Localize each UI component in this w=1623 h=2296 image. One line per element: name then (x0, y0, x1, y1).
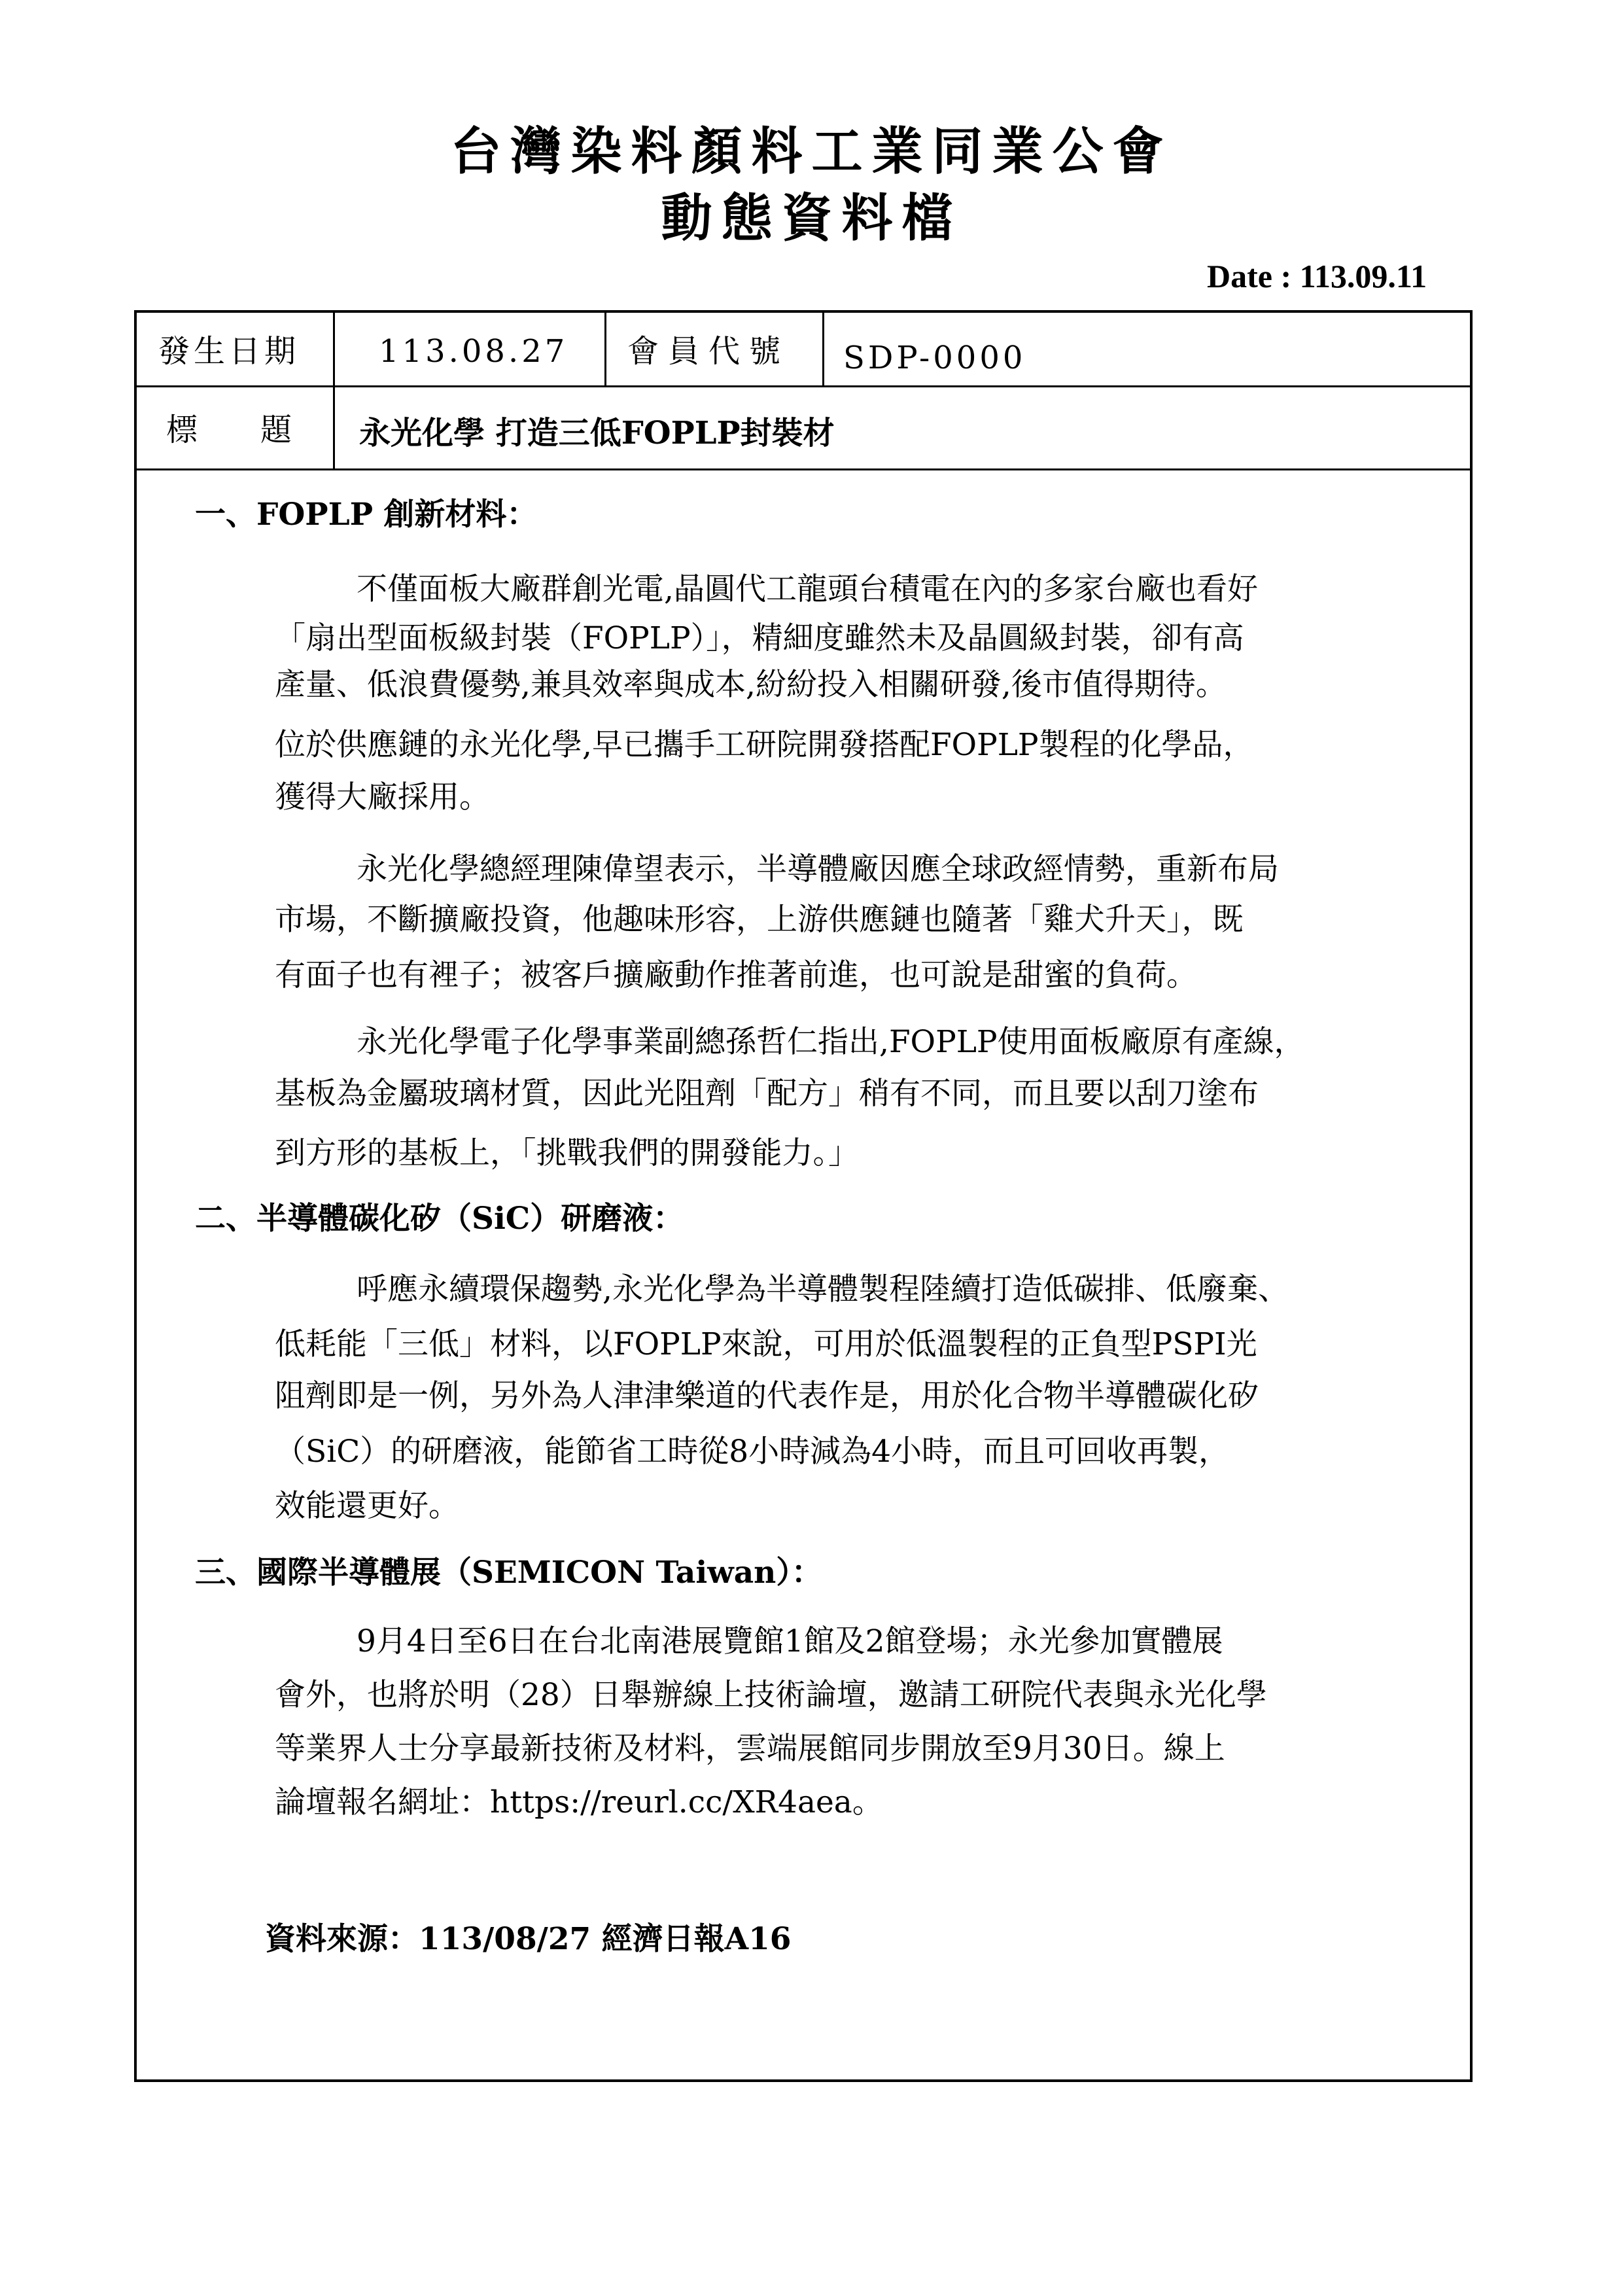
paragraph-line: 論壇報名網址：https://reurl.cc/XR4aea。 (275, 1784, 883, 1820)
member-code-label: 會員代號 (627, 333, 790, 370)
paragraph-line: 9月4日至6日在台北南港展覽館1館及2館登場；永光參加實體展 (357, 1623, 1223, 1659)
column-divider (604, 313, 606, 385)
paragraph-line: 會外，也將於明（28）日舉辦線上技術論壇，邀請工研院代表與永光化學 (275, 1677, 1267, 1713)
paragraph-line: 不僅面板大廠群創光電,晶圓代工龍頭台積電在內的多家台廠也看好 (357, 571, 1258, 607)
subject-value: 永光化學 打造三低FOPLP封裝材 (359, 415, 835, 451)
section-1-heading: 一、FOPLP 創新材料： (195, 497, 538, 533)
paragraph-line: 呼應永續環保趨勢,永光化學為半導體製程陸續打造低碳排、低廢棄、 (357, 1271, 1289, 1307)
association-title: 台灣染料顏料工業同業公會 (450, 122, 1173, 181)
paragraph-line: 產量、低浪費優勢,兼具效率與成本,紛紛投入相關研發,後市值得期待。 (275, 667, 1227, 703)
column-divider (822, 313, 824, 385)
occurrence-date-value: 113.08.27 (379, 333, 568, 370)
paragraph-line: 永光化學電子化學事業副總孫哲仁指出,FOPLP使用面板廠原有產線， (357, 1024, 1305, 1060)
row-divider (137, 385, 1470, 387)
source-line: 資料來源：113/08/27 經濟日報A16 (265, 1921, 792, 1957)
paragraph-line: 永光化學總經理陳偉望表示，半導體廠因應全球政經情勢，重新布局 (357, 851, 1279, 887)
paragraph-line: 阻劑即是一例，另外為人津津樂道的代表作是，用於化合物半導體碳化矽 (275, 1378, 1259, 1414)
row-divider (137, 468, 1470, 470)
document-type-title: 動態資料檔 (661, 188, 962, 248)
paragraph-line: 低耗能「三低」材料，以FOPLP來說，可用於低溫製程的正負型PSPI光 (275, 1326, 1257, 1362)
paragraph-line: 位於供應鏈的永光化學,早已攜手工研院開發搭配FOPLP製程的化學品， (275, 727, 1254, 763)
paragraph-line: 到方形的基板上，「挑戰我們的開發能力。」 (275, 1135, 859, 1171)
paragraph-line: 基板為金屬玻璃材質，因此光阻劑「配方」稍有不同，而且要以刮刀塗布 (275, 1076, 1259, 1112)
member-code-value: SDP-0000 (843, 340, 1026, 376)
subject-label: 標 題 (166, 412, 292, 448)
occurrence-date-label: 發生日期 (158, 333, 300, 370)
document-date: Date : 113.09.11 (1207, 258, 1427, 294)
paragraph-line: 獲得大廠採用。 (275, 779, 490, 815)
paragraph-line: 效能還更好。 (275, 1488, 459, 1524)
section-2-heading: 二、半導體碳化矽（SiC）研磨液： (195, 1201, 684, 1237)
column-divider (333, 313, 335, 468)
paragraph-line: 市場，不斷擴廠投資，他趣味形容，上游供應鏈也隨著「雞犬升天」，既 (275, 902, 1244, 938)
paragraph-line: （SiC）的研磨液，能節省工時從8小時減為4小時，而且可回收再製， (275, 1434, 1229, 1470)
section-3-heading: 三、國際半導體展（SEMICON Taiwan）： (195, 1555, 822, 1591)
paragraph-line: 有面子也有裡子；被客戶擴廠動作推著前進，也可說是甜蜜的負荷。 (275, 957, 1197, 993)
paragraph-line: 等業界人士分享最新技術及材料，雲端展館同步開放至9月30日。線上 (275, 1731, 1225, 1767)
paragraph-line: 「扇出型面板級封裝（FOPLP）」，精細度雖然未及晶圓級封裝，卻有高 (275, 620, 1244, 656)
